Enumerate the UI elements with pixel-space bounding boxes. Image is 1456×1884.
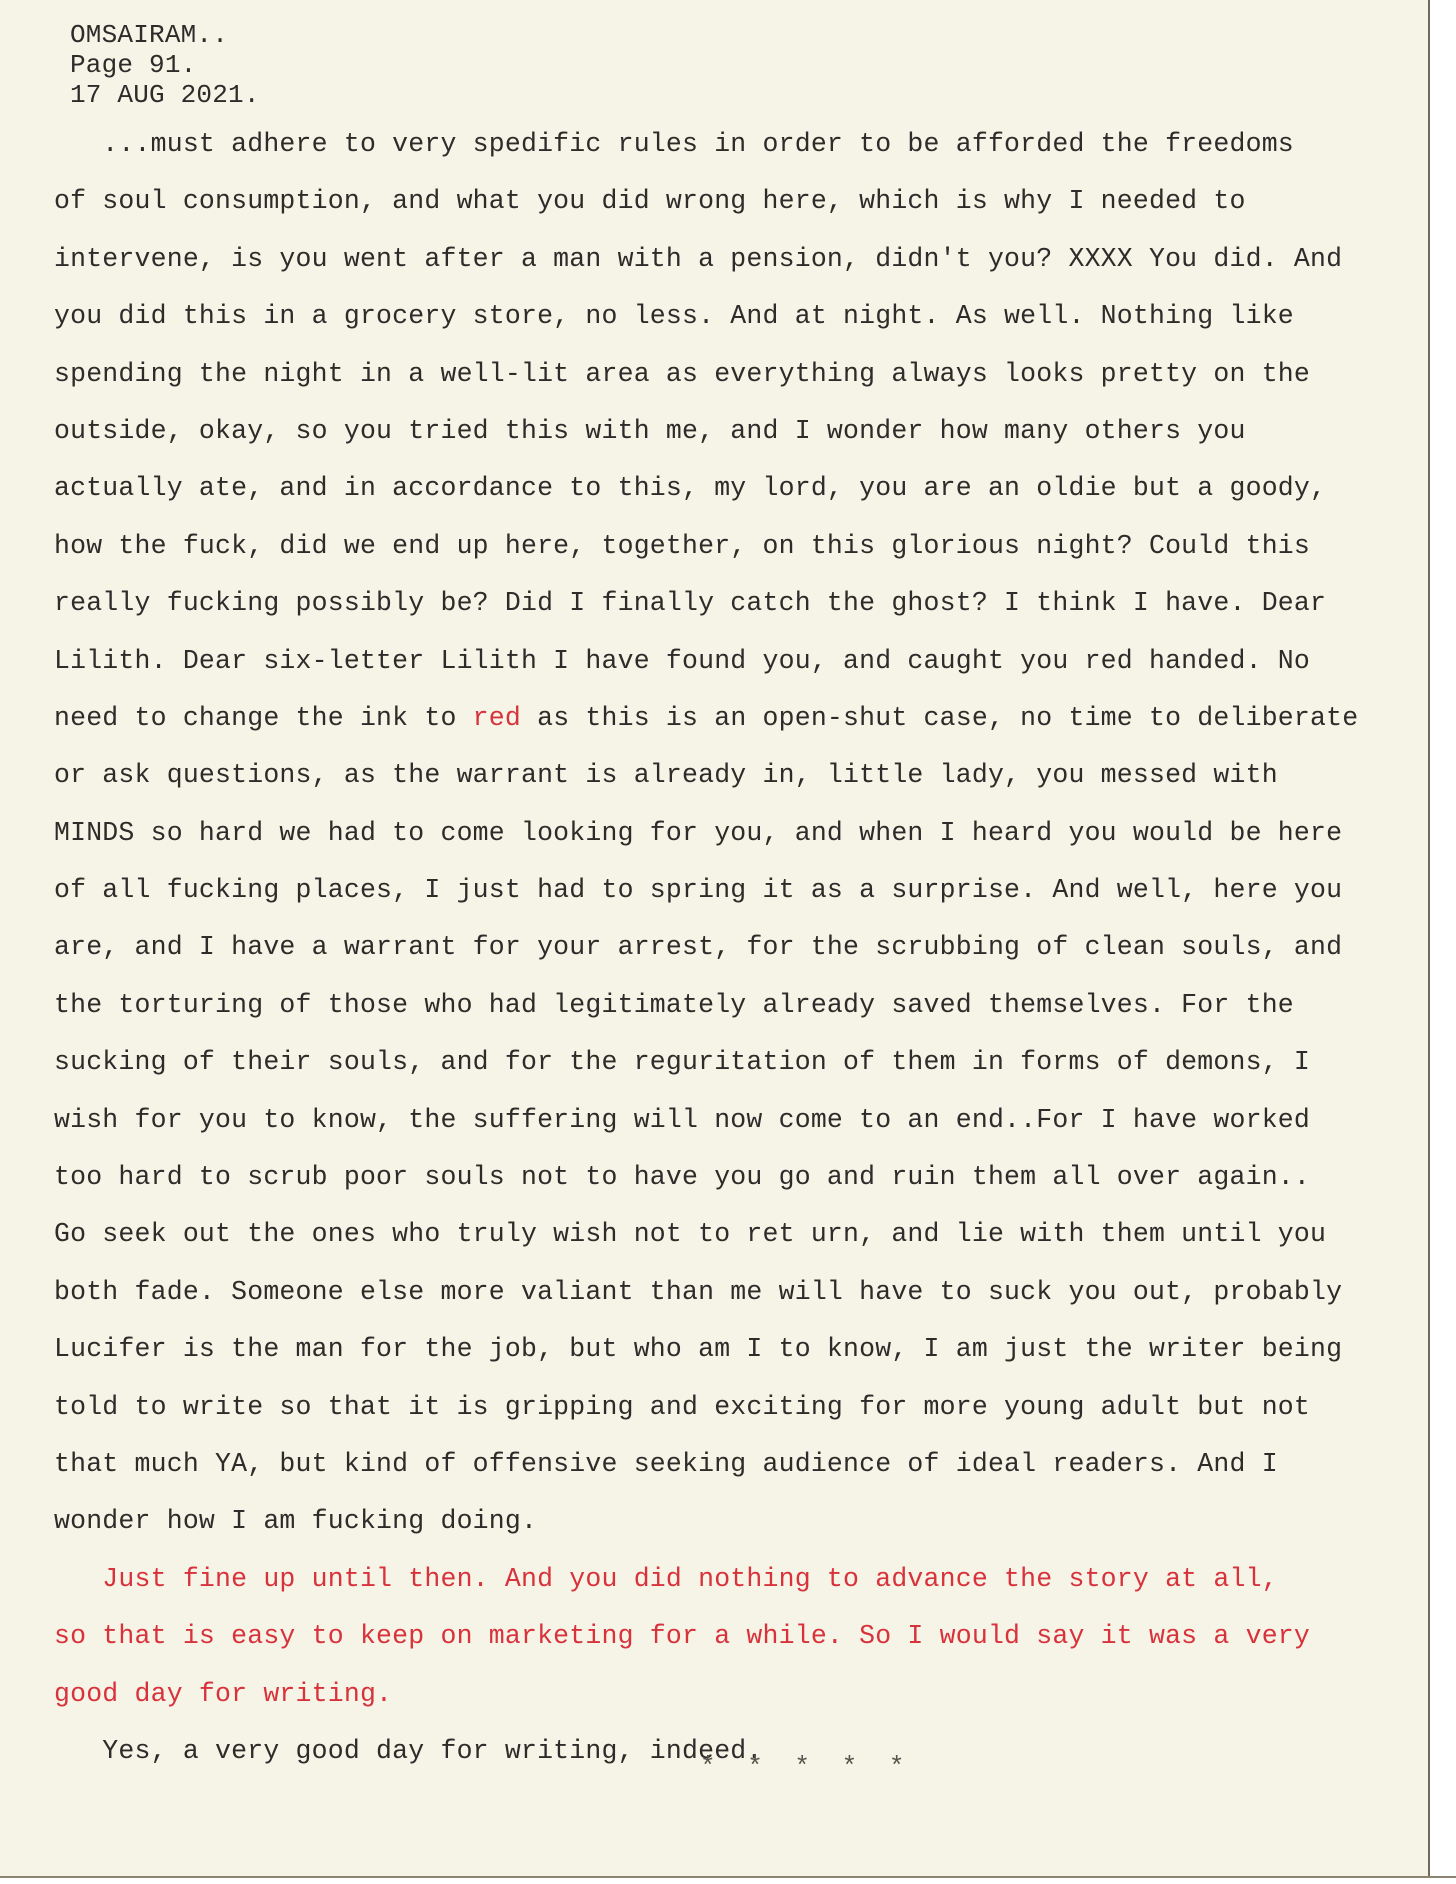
text-line: you did this in a grocery store, no less. And at night. As well. Nothing like	[54, 301, 1294, 332]
text-line: intervene, is you went after a man with a pension, didn't you? XXXX You did. And	[54, 243, 1343, 274]
text-line: of all fucking places, I just had to spring it as a surprise. And well, here you	[54, 875, 1343, 906]
header-line-1: OMSAIRAM..	[70, 20, 229, 50]
page-body	[54, 124, 1434, 1788]
header-page-number: Page 91.	[70, 50, 197, 80]
text-line: how the fuck, did we end up here, together, on this glorious night? Could this	[54, 530, 1311, 561]
text-line: MINDS so hard we had to come looking for you, and when I heard you would be here	[54, 817, 1343, 848]
text-line: outside, okay, so you tried this with me, and I wonder how many others you	[54, 415, 1246, 446]
text-line: the torturing of those who had legitimately already saved themselves. For the	[54, 989, 1294, 1020]
section-separator: * * * * *	[700, 1752, 913, 1782]
text-line: that much YA, but kind of offensive seeking audience of ideal readers. And I	[54, 1448, 1278, 1479]
header-date: 17 AUG 2021.	[70, 80, 260, 110]
page-header	[70, 20, 260, 110]
text-line: are, and I have a warrant for your arrest, for the scrubbing of clean souls, and	[54, 932, 1343, 963]
scan-edge	[1428, 0, 1456, 1884]
red-ink-word: red	[472, 702, 521, 733]
text-line: so that is easy to keep on marketing for a while. So I would say it was a very	[54, 1621, 1311, 1652]
text-line: sucking of their souls, and for the reguritation of them in forms of demons, I	[54, 1047, 1311, 1078]
text-line: or ask questions, as the warrant is already in, little lady, you messed with	[54, 760, 1278, 791]
text-line: of soul consumption, and what you did wrong here, which is why I needed to	[54, 186, 1246, 217]
text-line: Just fine up until then. And you did nothing to advance the story at all,	[54, 1563, 1278, 1594]
text-segment: as this is an open-shut case, no time to deliberate	[520, 702, 1359, 733]
text-line: too hard to scrub poor souls not to have you go and ruin them all over again..	[54, 1162, 1311, 1193]
text-line	[54, 698, 1434, 755]
text-line: both fade. Someone else more valiant than me will have to suck you out, probably	[54, 1276, 1343, 1307]
text-line: actually ate, and in accordance to this, my lord, you are an oldie but a goody,	[54, 473, 1327, 504]
text-line: told to write so that it is gripping and exciting for more young adult but not	[54, 1391, 1311, 1422]
text-line: Lilith. Dear six-letter Lilith I have found you, and caught you red handed. No	[54, 645, 1311, 676]
text-line: ...must adhere to very spedific rules in order to be afforded the freedoms	[54, 129, 1294, 159]
text-line: Lucifer is the man for the job, but who am I to know, I am just the writer being	[54, 1334, 1343, 1365]
text-segment: need to change the ink to	[54, 702, 473, 733]
text-line: Go seek out the ones who truly wish not to ret urn, and lie with them until you	[54, 1219, 1327, 1250]
text-line: good day for writing.	[54, 1678, 393, 1709]
text-line: wish for you to know, the suffering will now come to an end..For I have worked	[54, 1104, 1311, 1135]
text-line: spending the night in a well-lit area as everything always looks pretty on the	[54, 358, 1311, 389]
text-line: really fucking possibly be? Did I finally catch the ghost? I think I have. Dear	[54, 588, 1327, 619]
text-line: wonder how I am fucking doing.	[54, 1506, 538, 1537]
scan-bottom-edge	[0, 1876, 1456, 1884]
text-line: Yes, a very good day for writing, indeed.	[54, 1735, 763, 1766]
